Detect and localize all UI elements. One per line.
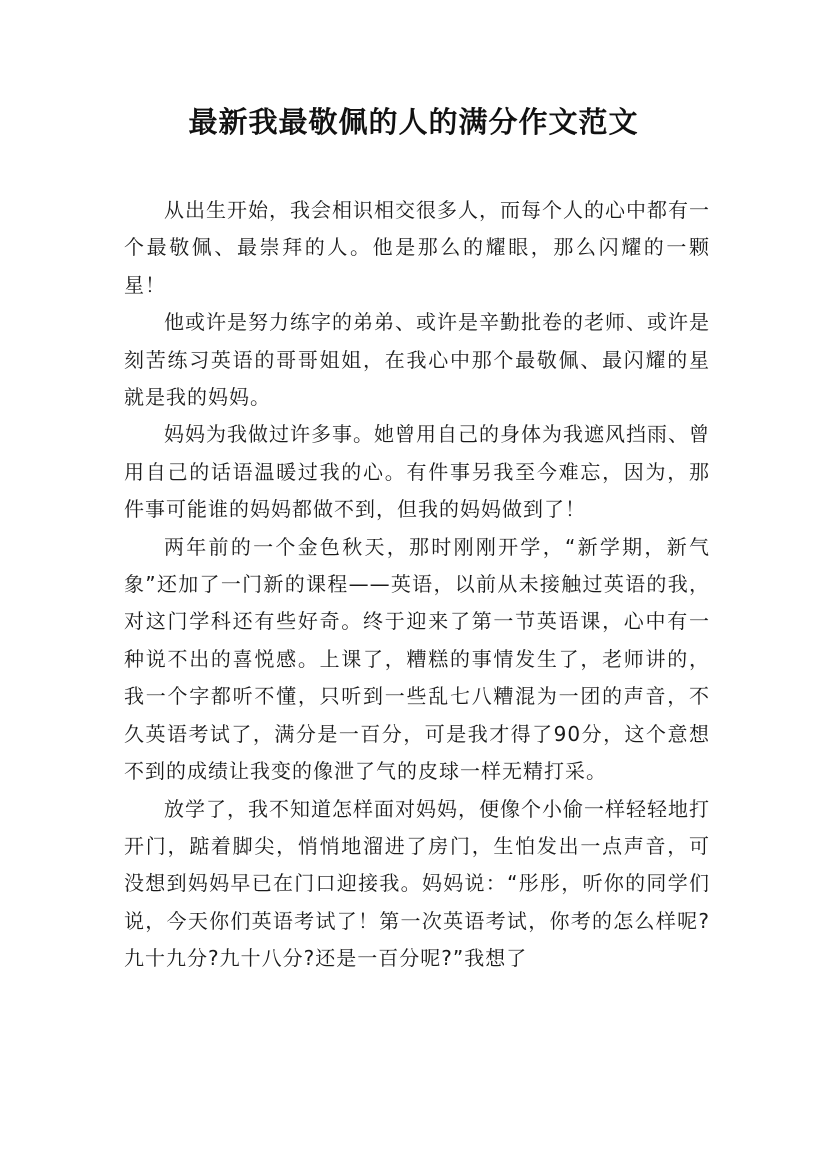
paragraph-5: 放学了，我不知道怎样面对妈妈，便像个小偷一样轻轻地打开门，踮着脚尖，悄悄地溜进了房门，生怕发出一点声音，可没想到妈妈早已在门口迎接我。妈妈说：“彤彤，听你的同学们说，今天你们英语考试了！第一次英语考试，你考的怎么样呢?九十九分?九十八分?还是一百分呢?”我想了 xyxy=(124,796,710,971)
paragraph-4: 两年前的一个金色秋天，那时刚刚开学，“新学期，新气象”还加了一门新的课程——英语，以前从未接触过英语的我，对这门学科还有些好奇。终于迎来了第一节英语课，心中有一种说不出的喜悦感。上课了，糟糕的事情发生了，老师讲的，我一个字都听不懂，只听到一些乱七八糟混为一团的声音，不久英语考试了，满分是一百分，可是我才得了90分，这个意想不到的成绩让我变的像泄了气的皮球一样无精打采。 xyxy=(124,534,710,784)
document-title: 最新我最敬佩的人的满分作文范文 xyxy=(188,105,639,139)
paragraph-2: 他或许是努力练字的弟弟、或许是辛勤批卷的老师、或许是刻苦练习英语的哥哥姐姐，在我心中那个最敬佩、最闪耀的星就是我的妈妈。 xyxy=(124,310,710,410)
document-body xyxy=(124,192,710,978)
paragraph-3: 妈妈为我做过许多事。她曾用自己的身体为我遮风挡雨、曾用自己的话语温暖过我的心。有件事另我至今难忘，因为，那件事可能谁的妈妈都做不到，但我的妈妈做到了！ xyxy=(124,422,710,522)
paragraph-1: 从出生开始，我会相识相交很多人，而每个人的心中都有一个最敬佩、最崇拜的人。他是那么的耀眼，那么闪耀的一颗星！ xyxy=(124,198,710,297)
